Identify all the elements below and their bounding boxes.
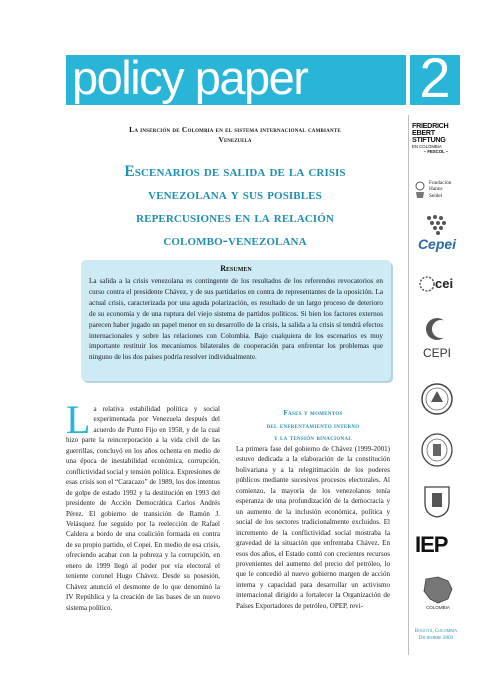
footer-date: Diciembre 2003	[418, 635, 454, 641]
cepi-wordmark: CEPI	[422, 346, 451, 360]
abstract-text: La salida a la crisis venezolana es contingente de los resultados de los referendos revocatorios en curso contra el presidente Chávez, y de sus partidarios en contra de representantes de la oposición. La actual crisis, caracterizada por una aguda polarización, es resultado de un largo proceso de deterioro de su economía y de una ruptura del viejo sistema de partidos políticos. Si bien los factores externos parecen haber jugado un papel menor en su desarrollo de la crisis, la salida a la crisis sí tendrá efectos internacionales y sobre las relaciones con Colombia. Bajo cualquiera de los escenarios es muy importante restituir los mecanismos bilaterales de cooperación para enfrentar los problemas que ninguno de los dos países podría resolver individualmente.	[89, 277, 383, 362]
hanns-seidel-line: Fundación	[429, 180, 452, 186]
hanns-seidel-emblem-icon	[413, 180, 427, 200]
cei-wordmark: cei	[435, 276, 454, 291]
series-title: La inserción de Colombia en el sistema internacional cambiante	[129, 125, 341, 134]
fescol-logo-line: EN COLOMBIA	[412, 143, 442, 149]
cepei-logo	[413, 214, 461, 258]
iep-logo	[415, 532, 459, 558]
body-column-left	[66, 397, 221, 613]
section-heading-line: y la tensión binacional	[273, 433, 352, 442]
document-title-line: colombo-venezolana	[163, 232, 307, 249]
section-heading-line: del enfrentamiento interno	[266, 420, 360, 430]
rosario-seal-logo	[420, 432, 454, 468]
hanns-seidel-line: Hanns	[429, 186, 443, 193]
issue-number: 2	[419, 46, 451, 109]
hanns-seidel-line: Seidel	[429, 192, 443, 199]
university-seal-icon	[420, 382, 454, 416]
iep-wordmark: IEP	[415, 532, 448, 557]
fescol-logo-line: STIFTUNG	[412, 135, 446, 145]
fescol-logo	[412, 122, 460, 154]
fescol-logo-line: FRIEDRICH	[412, 121, 449, 130]
footer-location-date	[410, 628, 462, 642]
document-title	[80, 160, 390, 252]
body-column-right: La primera fase del gobierno de Chávez (1999-2001) estuvo dedicada a la elaboración de la constitución bolivariana y a la relegitimación de los poderes públicos mediante sucesivos procesos electorales. Al comienzo, la mayoría de los venezolanos tenía esperanza de una profundización de la democracia y un aumento de la inclusión económica, política y social de los sectores tradicionalmente excluidos. El incremento de la conflictividad social mostraba la gravedad de la situación que enfrentaba Chávez. En esos dos años, el Estado contó con crecientes recursos provenientes del aumento del precio del petróleo, lo que le concedió al nuevo gobierno margen de acción interna y capacidad para desarrollar un activismo internacional dirigido a fortalecer la Organización de Países Exportadores de petróleo, OPEP, revi-	[236, 445, 390, 610]
masthead-title: policy paper	[72, 51, 308, 104]
fescol-logo-line: EBERT	[412, 128, 435, 138]
section-heading	[236, 407, 390, 445]
cepei-dots-icon	[423, 214, 453, 236]
cei-logo	[413, 270, 461, 300]
document-title-line: venezolana y sus posibles	[148, 186, 322, 203]
cepi-crescent-icon	[424, 316, 450, 342]
section-heading-line: Fases y momentos	[283, 408, 343, 417]
cepei-wordmark: Cepei	[417, 236, 457, 252]
footer-location: Bogotá, Colombia	[414, 628, 458, 634]
sidebar-divider	[408, 115, 409, 655]
document-title-line: repercusiones en la relación	[136, 209, 334, 226]
fescol-logo-line: – FESCOL –	[423, 148, 449, 154]
hanns-seidel-name	[429, 180, 451, 199]
abstract-heading: Resumen	[220, 264, 252, 273]
javeriana-seal-logo	[420, 483, 454, 519]
cepi-logo	[413, 316, 461, 368]
cei-circle-icon	[419, 276, 435, 292]
rosario-seal-icon	[420, 432, 454, 468]
colombia-map-logo	[418, 575, 458, 613]
body-text-left: a relativa estabilidad política y social experimentada por Venezuela después del acuerdo de Punto Fijo en 1958, y de la cual hizo parte la reincorporación a la vida civil de las guerrillas, concluyó en los años ochenta en medio de una época de inestabilidad económica, corrupción, conflictividad social y tensión política. Expresiones de esas crisis son el “Caracazo” de 1989, los dos intentos de golpe de estado 1992 y la destitución en 1993 del presidente de Acción Democrática Carlos Andrés Pérez. El gobierno de transición de Ramón J. Velásquez fue seguido por la reelección de Rafael Caldera a bordo de una coalición formada en contra de su propio partido, el Copei. En medio de esa crisis, ofreciendo acabar con la pobreza y la corrupción, en enero de 1999 llegó al poder por vía electoral el teniente coronel Hugo Chávez. Desde su posesión, Chávez anunció el desmonte de lo que denominó la IV República y la creación de las bases de un nuevo sistema político.	[66, 405, 221, 612]
series-subtitle: Venezuela	[218, 135, 252, 144]
colombia-map-icon	[418, 575, 458, 605]
university-seal-logo	[420, 382, 454, 416]
colombia-map-label: COLOMBIA	[426, 605, 450, 610]
document-title-line: Escenarios de salida de la crisis	[124, 163, 346, 180]
javeriana-seal-icon	[420, 483, 454, 519]
drop-cap: L	[66, 397, 91, 442]
